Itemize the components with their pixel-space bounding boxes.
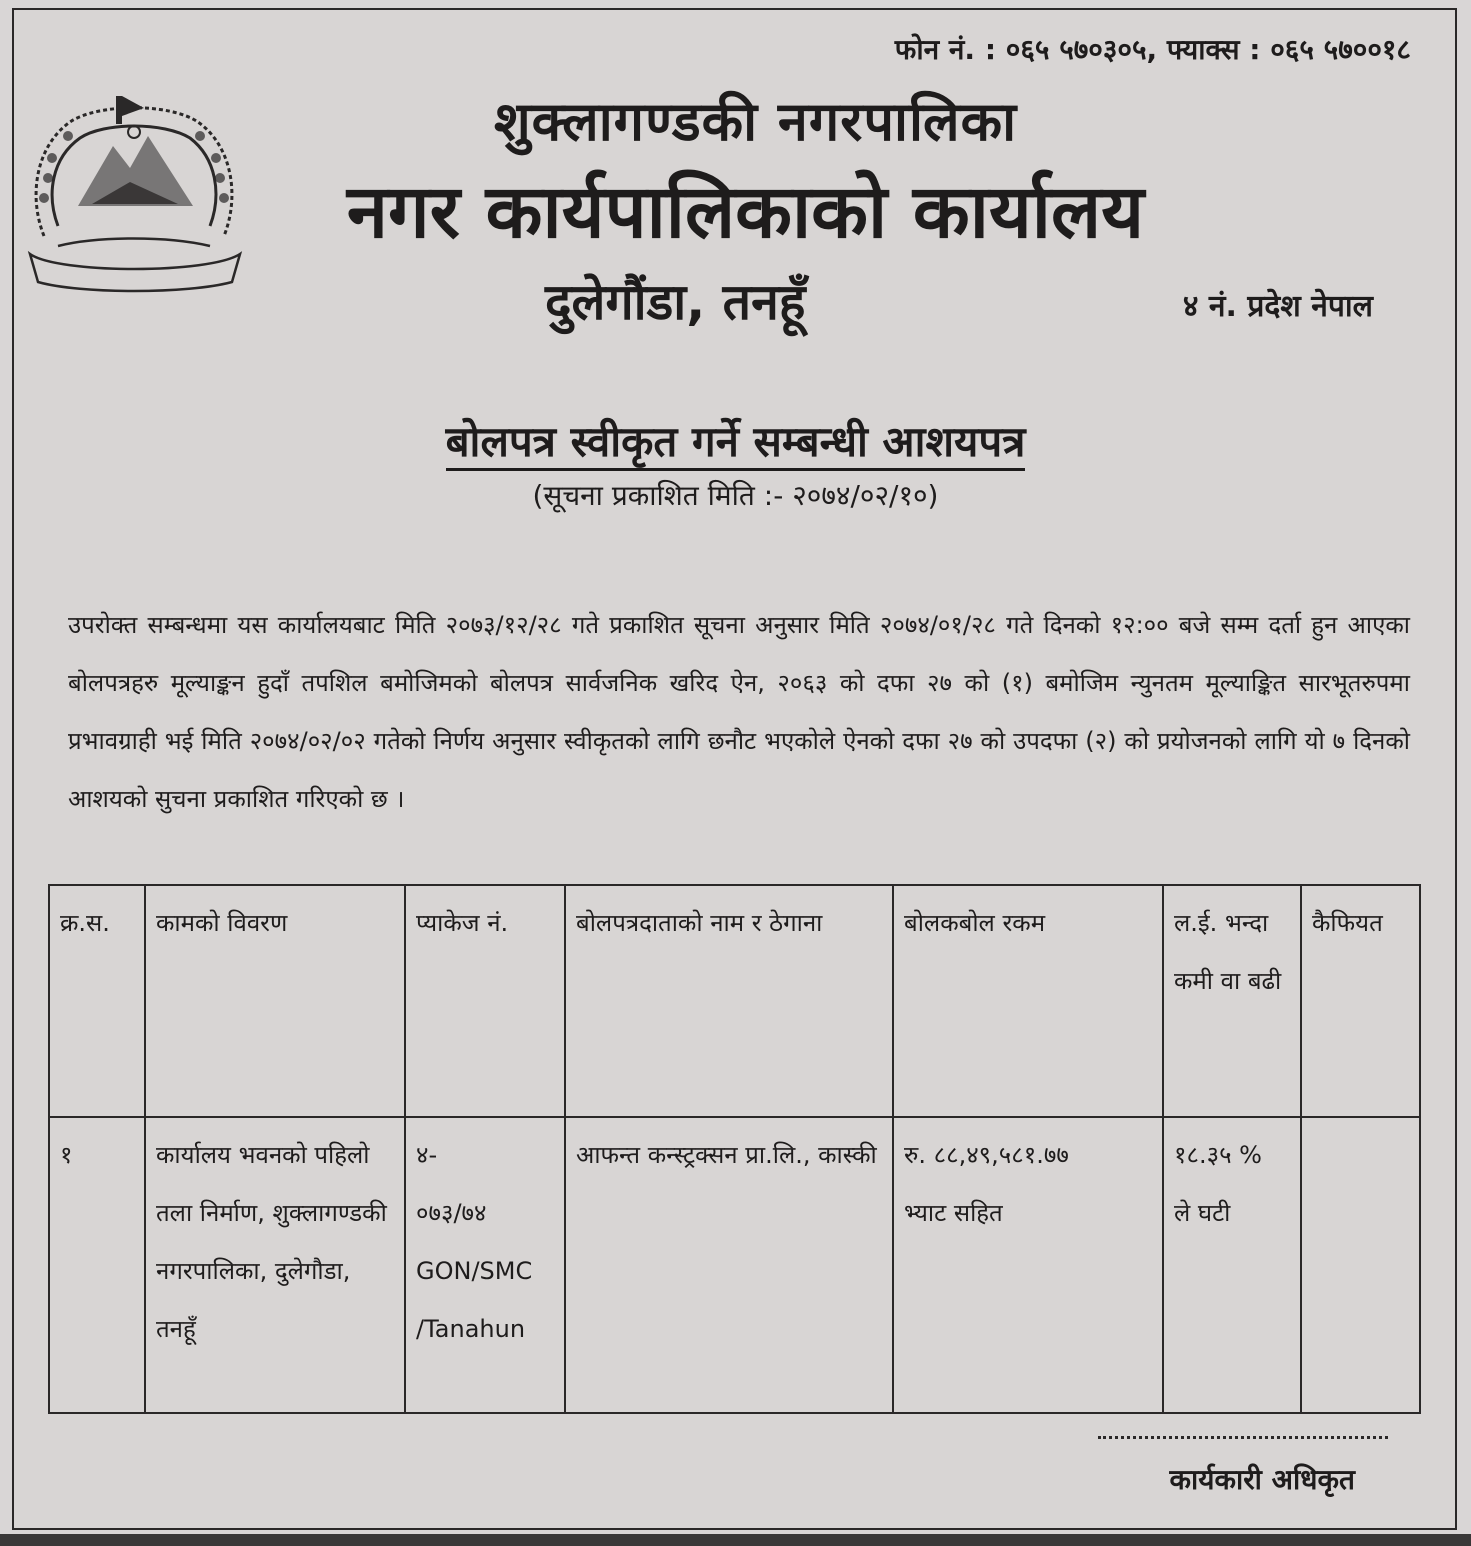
office-name: नगर कार्यपालिकाको कार्यालय <box>346 169 1145 255</box>
notice-title <box>0 412 1471 469</box>
contact-line: फोन नं. : ०६५ ५७०३०५, फ्याक्स : ०६५ ५७००१८ <box>894 33 1411 66</box>
estimate-value: १८.३५ % <box>1174 1141 1262 1169</box>
estimate-note: ले घटी <box>1174 1199 1231 1227</box>
header-work: कामको विवरण <box>145 885 405 1117</box>
header-estimate: ल.ई. भन्दा कमी वा बढी <box>1163 885 1301 1117</box>
header-remarks: कैफियत <box>1301 885 1420 1117</box>
amount-value: रु. ८८,४९,५८१.७७ <box>904 1141 1069 1169</box>
header-package: प्याकेज नं. <box>405 885 565 1117</box>
amount-note: भ्याट सहित <box>904 1199 1003 1227</box>
municipality-name: शुक्लागण्डकी नगरपालिका <box>493 90 1018 153</box>
header-bidder: बोलपत्रदाताको नाम र ठेगाना <box>565 885 893 1117</box>
cell-package <box>405 1117 565 1413</box>
signature-title: कार्यकारी अधिकृत <box>1169 1463 1355 1496</box>
notice-published-date: (सूचना प्रकाशित मिति :- २०७४/०२/१०) <box>532 479 939 512</box>
notice-title-text: बोलपत्र स्वीकृत गर्ने सम्बन्धी आशयपत्र <box>446 417 1026 471</box>
bid-table <box>48 884 1421 1414</box>
province-label: ४ नं. प्रदेश नेपाल <box>1182 289 1373 324</box>
package-line: ०७३/७४ <box>416 1199 487 1227</box>
header-amount: बोलकबोल रकम <box>893 885 1163 1117</box>
table-row <box>49 1117 1420 1413</box>
table-header-row <box>49 885 1420 1117</box>
page-bottom-rule <box>0 1534 1471 1546</box>
package-line: ४- <box>416 1141 438 1169</box>
package-line: /Tanahun <box>416 1315 526 1343</box>
cell-bidder: आफन्त कन्स्ट्रक्सन प्रा.लि., कास्की <box>565 1117 893 1413</box>
signature-line <box>1098 1436 1388 1439</box>
cell-amount <box>893 1117 1163 1413</box>
cell-work: कार्यालय भवनको पहिलो तला निर्माण, शुक्लागण्डकी नगरपालिका, दुलेगौडा, तनहूँ <box>145 1117 405 1413</box>
cell-estimate <box>1163 1117 1301 1413</box>
cell-sn: १ <box>49 1117 145 1413</box>
package-line: GON/SMC <box>416 1257 533 1285</box>
cell-remarks <box>1301 1117 1420 1413</box>
notice-body: उपरोक्त सम्बन्धमा यस कार्यालयबाट मिति २०७३/१२/२८ गते प्रकाशित सूचना अनुसार मिति २०७४/०१/२८ गते दिनको १२:०० बजे सम्म दर्ता हुन आएका बोलपत्रहरु मूल्याङ्कन हुदाँ तपशिल बमोजिमको बोलपत्र सार्वजनिक खरिद ऐन, २०६३ को दफा २७ को (१) बमोजिम न्युनतम मूल्याङ्कित सारभूतरुपमा प्रभावग्राही भई मिति २०७४/०२/०२ गतेको निर्णय अनुसार स्वीकृतको लागि छनौट भएकोले ऐनको दफा २७ को उपदफा (२) को प्रयोजनको लागि यो ७ दिनको आशयको सुचना प्रकाशित गरिएको छ । <box>68 611 1410 813</box>
office-location: दुलेगौंडा, तनहूँ <box>545 273 806 331</box>
header-sn: क्र.स. <box>49 885 145 1117</box>
